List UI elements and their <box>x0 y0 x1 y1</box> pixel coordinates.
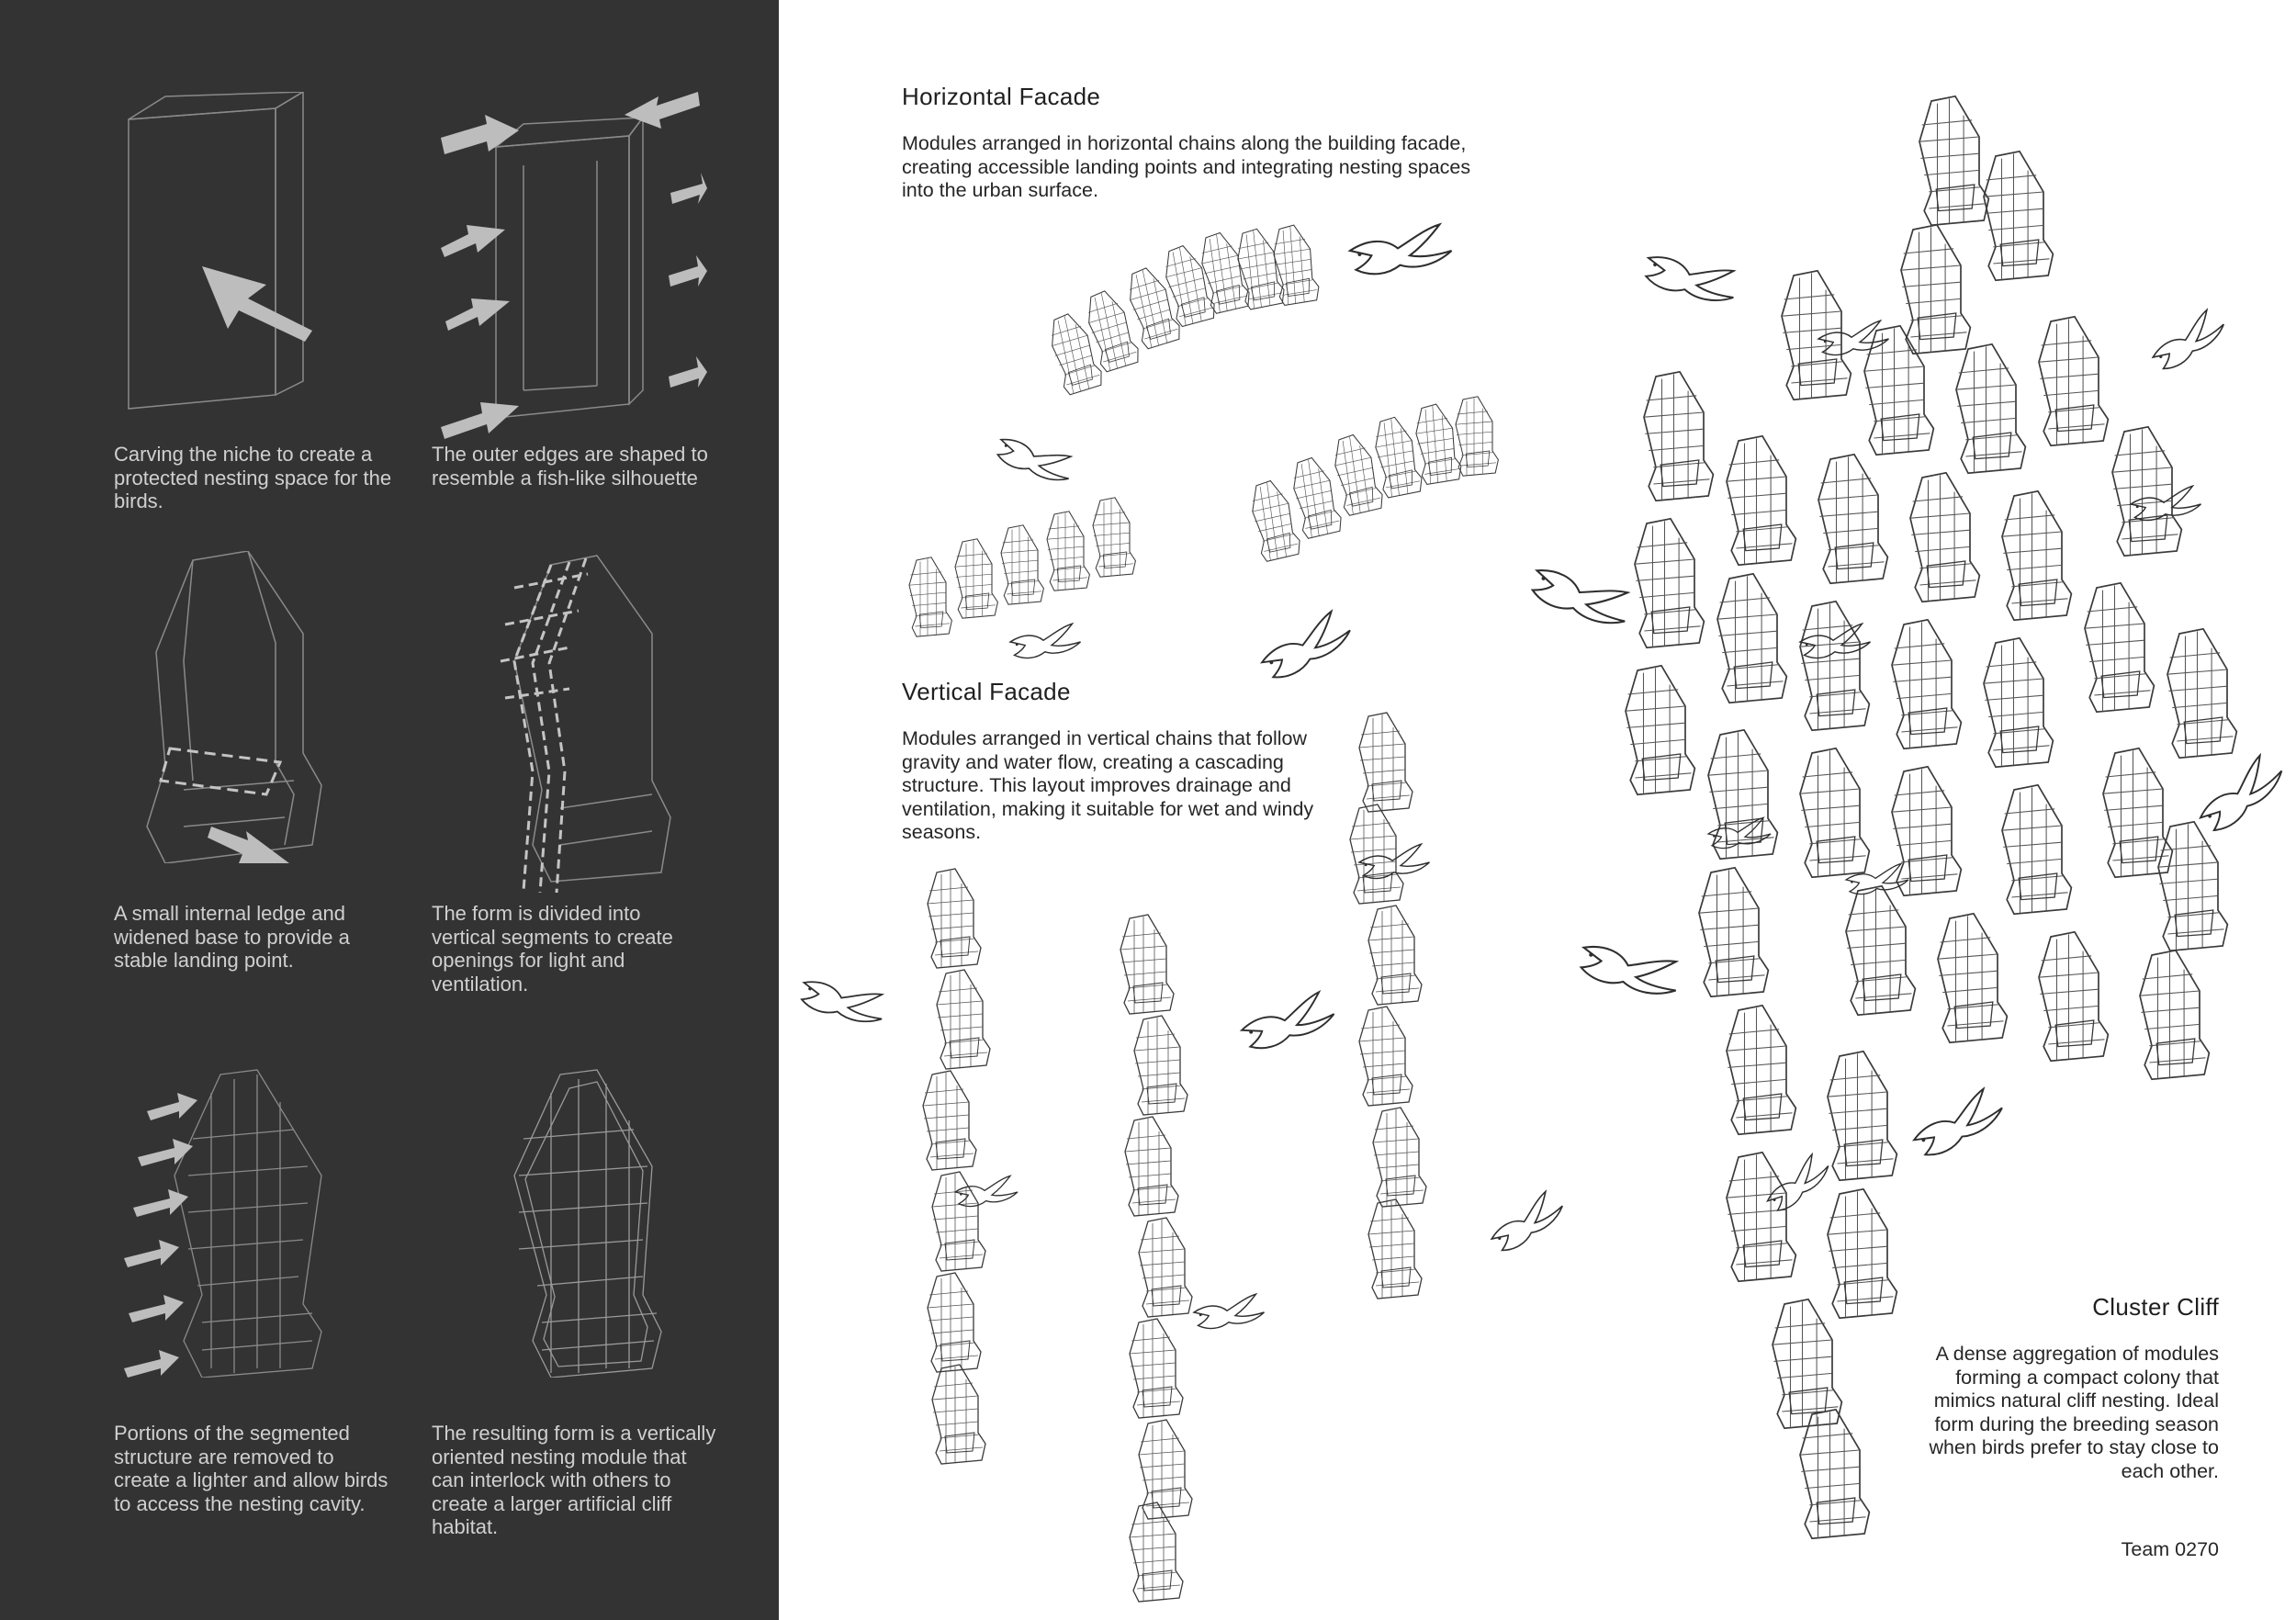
horizontal-facade-text: Modules arranged in horizontal chains along the building facade, creating accessible landing points and integrating nesting spaces into the urban surface. <box>902 132 1471 201</box>
horizontal-chain-3 <box>1249 397 1499 563</box>
vertical-chain-3 <box>1350 713 1426 1299</box>
vertical-facade-text: Modules arranged in vertical chains that follow gravity and water flow, creating a cascading structure. This layout improves drainage and ventilation, making it suitable for wet and windy seasons. <box>902 727 1314 843</box>
vertical-facade-title: Vertical Facade <box>902 678 1071 705</box>
cluster-cliff <box>1626 96 2236 1538</box>
step4-caption: The form is divided into vertical segments to create openings for light and ventilation. <box>432 902 673 996</box>
step2-caption: The outer edges are shaped to resemble a fish-like silhouette <box>432 443 708 489</box>
vertical-chain-2 <box>1120 915 1192 1602</box>
step6-caption: The resulting form is a vertically oriented nesting module that can interlock with others to create a larger artificial cliff habitat. <box>432 1422 716 1538</box>
team-label: Team 0270 <box>2121 1538 2219 1560</box>
step1-caption: Carving the niche to create a protected nesting space for the birds. <box>114 443 392 512</box>
cluster-cliff-title: Cluster Cliff <box>2092 1293 2219 1321</box>
step5-caption: Portions of the segmented structure are removed to create a lighter and allow birds to access the nesting cavity. <box>114 1422 388 1515</box>
step3-caption: A small internal ledge and widened base to provide a stable landing point. <box>114 902 350 972</box>
cluster-cliff-text: A dense aggregation of modules forming a compact colony that mimics natural cliff nesting. Ideal form during the breeding season when birds prefer to stay close to each other. <box>1929 1343 2219 1482</box>
horizontal-chain-1 <box>1046 224 1320 397</box>
horizontal-chain-2 <box>909 498 1135 636</box>
vertical-chain-1 <box>923 869 990 1464</box>
horizontal-facade-title: Horizontal Facade <box>902 83 1101 110</box>
